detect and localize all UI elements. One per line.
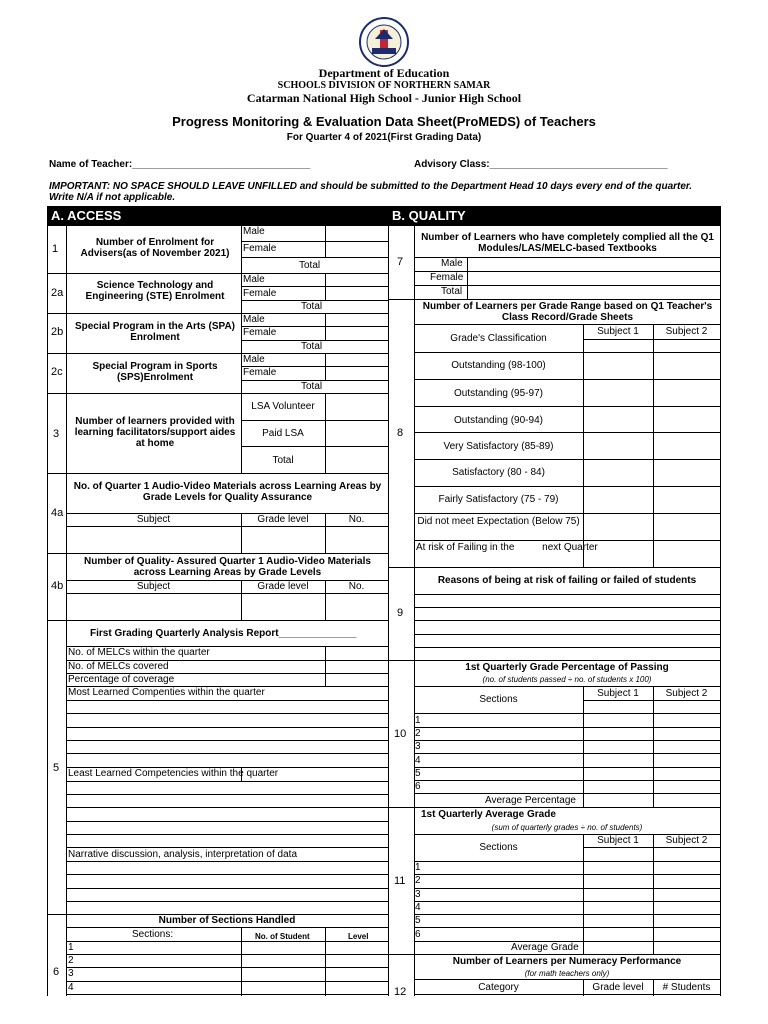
grade-classification-header: Grade's Classification [450, 333, 547, 344]
grade-level-header: Grade level [592, 982, 644, 993]
section-row-num: 5 [415, 768, 421, 779]
sections-header: Sections [479, 842, 518, 853]
table-rule [66, 901, 388, 902]
table-rule [583, 834, 584, 955]
most-learned-label: Most Learned Compenties within the quarter [68, 687, 265, 698]
table-rule [414, 713, 720, 714]
paid-lsa-label: Paid LSA [262, 428, 304, 439]
section-row-num: 1 [68, 942, 74, 953]
table-rule [47, 225, 48, 996]
row4b-label: Number of Quality- Assured Quarter 1 Audio-Video Materials across Learning Areas by Grade Levels [84, 556, 371, 578]
table-rule [414, 634, 720, 635]
table-rule [414, 540, 720, 541]
row4a-label: No. of Quarter 1 Audio-Video Materials across Learning Areas by Grade Levels for Quality Assurance [73, 481, 382, 503]
no-header: No. [348, 514, 365, 525]
row-num: 2b [51, 326, 64, 338]
section-row-num: 3 [415, 889, 421, 900]
row12-label: Number of Learners per Numeracy Performance [452, 956, 682, 967]
section-row-num: 6 [415, 781, 421, 792]
table-rule [414, 767, 720, 768]
row-num: 7 [397, 256, 404, 268]
section-row-num: 5 [415, 915, 421, 926]
table-rule [583, 324, 584, 567]
table-rule [414, 753, 720, 754]
table-rule [414, 927, 720, 928]
grade-level-header: Grade level [257, 581, 309, 592]
table-rule [241, 286, 388, 287]
section-row-num: 2 [68, 955, 74, 966]
table-rule [66, 874, 388, 875]
section-access-bar: A. ACCESS [47, 206, 388, 225]
table-rule [414, 513, 720, 514]
table-rule [66, 593, 388, 594]
table-rule [66, 727, 388, 728]
table-rule [414, 620, 720, 621]
total-label: Total [301, 301, 323, 312]
table-rule [414, 874, 720, 875]
row-num: 5 [53, 762, 60, 774]
table-rule [241, 225, 242, 273]
table-rule [47, 225, 388, 226]
table-rule [66, 834, 388, 835]
table-rule [414, 432, 720, 433]
important-note: IMPORTANT: NO SPACE SHOULD LEAVE UNFILLED and should be submitted to the Department Head 10 days every end of the quarter. [49, 181, 693, 192]
sections-handled-title: Number of Sections Handled [158, 915, 296, 926]
table-rule [467, 257, 468, 299]
table-rule [66, 847, 388, 848]
row2a-label: Science Technology and Engineering (STE) Enrolment [85, 280, 225, 302]
sections-label: Sections: [132, 929, 174, 940]
table-rule [241, 927, 242, 996]
table-rule [388, 954, 721, 955]
section-row-num: 1 [415, 715, 421, 726]
table-rule [414, 994, 720, 995]
section-row-num: 2 [415, 875, 421, 886]
female-label: Female [430, 272, 464, 283]
table-rule [414, 607, 720, 608]
subject2-header: Subject 2 [665, 835, 708, 846]
section-row-num: 2 [415, 728, 421, 739]
table-rule [414, 914, 720, 915]
melcs-covered-label: No. of MELCs covered [68, 661, 169, 672]
grade-range-label: Outstanding (95-97) [454, 388, 543, 399]
advisory-class-field[interactable]: Advisory Class:________________________________ [414, 159, 668, 170]
analysis-report-title: First Grading Quarterly Analysis Report______________ [90, 628, 357, 639]
total-label: Total [299, 260, 321, 271]
total-label: Total [441, 286, 463, 297]
row12-note: (for math teachers only) [524, 969, 610, 978]
average-grade-label: Average Grade [511, 942, 579, 953]
table-rule [66, 927, 388, 928]
table-rule [66, 807, 388, 808]
important-note-2: Write N/A if not applicable. [49, 192, 176, 203]
table-rule [414, 352, 720, 353]
deped-seal-logo [355, 17, 413, 67]
male-label: Male [441, 258, 463, 269]
table-rule [241, 420, 388, 421]
table-rule [414, 861, 720, 862]
row-num: 8 [397, 427, 404, 439]
row11-label: 1st Quarterly Average Grade [421, 809, 556, 820]
table-rule [66, 781, 388, 782]
subject2-header: Subject 2 [665, 688, 708, 699]
table-rule [66, 225, 67, 996]
table-rule [583, 686, 584, 807]
least-learned-label: Least Learned Competencies within the quarter [68, 768, 279, 779]
table-rule [388, 807, 721, 808]
grade-range-label: Satisfactory (80 - 84) [452, 467, 545, 478]
table-rule [414, 686, 720, 687]
melcs-within-label: No. of MELCs within the quarter [68, 647, 210, 658]
table-rule [241, 257, 388, 258]
table-rule [47, 353, 388, 354]
row10-formula: (no. of students passed ÷ no. of students x 100) [482, 675, 652, 684]
table-rule [414, 793, 720, 794]
table-rule [66, 941, 388, 942]
table-rule [66, 794, 388, 795]
row-num: 3 [53, 428, 60, 440]
page-subtitle: For Quarter 4 of 2021(First Grading Data) [286, 132, 482, 143]
table-rule [388, 299, 721, 300]
category-header: Category [478, 982, 519, 993]
male-label: Male [243, 354, 265, 365]
table-rule [47, 620, 388, 621]
table-rule [653, 324, 654, 567]
section-row-num: 3 [68, 968, 74, 979]
table-rule [66, 967, 388, 968]
table-rule [47, 553, 388, 554]
row11-formula: (sum of quarterly grades ÷ no. of students) [491, 823, 643, 832]
row9-label: Reasons of being at risk of failing or failed of students [437, 575, 697, 586]
table-rule [414, 727, 720, 728]
row-num: 2a [51, 287, 64, 299]
table-rule [414, 901, 720, 902]
dept-name: Department of Education [318, 66, 450, 80]
table-rule [388, 567, 721, 568]
table-rule [66, 821, 388, 822]
table-rule [66, 861, 388, 862]
table-rule [66, 954, 388, 955]
table-rule [241, 273, 242, 313]
table-rule [241, 446, 388, 447]
section-row-num: 4 [415, 902, 421, 913]
row3-label: Number of learners provided with learning facilitators/support aides at home [74, 416, 236, 449]
table-rule [66, 888, 388, 889]
subject-header: Subject [136, 514, 171, 525]
row-num: 9 [397, 607, 404, 619]
school-name: Catarman National High School - Junior High School [246, 91, 522, 105]
row-num: 6 [53, 966, 60, 978]
table-rule [388, 660, 721, 661]
table-rule [325, 646, 326, 686]
section-row-num: 1 [415, 862, 421, 873]
table-rule [583, 700, 720, 701]
grade-range-label: Did not meet Expectation (Below 75) [417, 516, 580, 527]
section-quality-bar: B. QUALITY [388, 206, 721, 225]
table-rule [414, 406, 720, 407]
table-rule [414, 324, 720, 325]
section-row-num: 4 [415, 755, 421, 766]
table-rule [583, 847, 720, 848]
female-label: Female [243, 288, 277, 299]
row-num: 12 [394, 986, 407, 998]
students-header: # Students [662, 982, 711, 993]
table-rule [388, 225, 721, 226]
no-header: No. [348, 581, 365, 592]
table-rule [414, 647, 720, 648]
table-rule [66, 753, 388, 754]
table-rule [47, 473, 388, 474]
section-row-num: 4 [68, 982, 74, 993]
average-percentage-label: Average Percentage [485, 795, 576, 806]
table-rule [241, 241, 388, 242]
table-rule [388, 225, 389, 996]
subject1-header: Subject 1 [597, 835, 639, 846]
table-rule [241, 353, 242, 393]
table-rule [47, 273, 388, 274]
section-row-num: 3 [415, 741, 421, 752]
table-rule [241, 767, 242, 781]
table-rule [66, 740, 388, 741]
page-title: Progress Monitoring & Evaluation Data Sheet(ProMEDS) of Teachers [172, 114, 596, 129]
table-rule [414, 594, 720, 595]
sections-header: Sections [479, 694, 518, 705]
grade-level-header: Grade level [257, 514, 309, 525]
subject1-header: Subject 1 [597, 688, 639, 699]
table-rule [583, 339, 720, 340]
table-rule [653, 834, 654, 955]
grade-range-label: Outstanding (98-100) [451, 360, 546, 371]
table-rule [414, 740, 720, 741]
male-label: Male [243, 226, 265, 237]
table-rule [66, 994, 388, 995]
subject1-header: Subject 1 [597, 326, 639, 337]
grade-range-label: Fairly Satisfactory (75 - 79) [438, 494, 559, 505]
female-label: Female [243, 243, 277, 254]
female-label: Female [243, 327, 277, 338]
table-rule [66, 526, 388, 527]
subject-header: Subject [136, 581, 171, 592]
total-label: Total [301, 341, 323, 352]
table-rule [325, 393, 326, 473]
row1-label: Number of Enrolment for Advisers(as of November 2021) [80, 237, 230, 259]
row10-label: 1st Quarterly Grade Percentage of Passing [465, 662, 669, 673]
table-rule [414, 459, 720, 460]
table-rule [66, 713, 388, 714]
row-num: 4b [51, 580, 64, 592]
level-label: Level [348, 932, 369, 941]
row-num: 10 [394, 728, 407, 740]
row7-label: Number of Learners who have completely complied all the Q1 Modules/LAS/MELC-based Textbooks [421, 232, 714, 254]
table-rule [414, 486, 720, 487]
lsa-volunteer-label: LSA Volunteer [251, 401, 315, 412]
row2c-label: Special Program in Sports (SPS)Enrolment [92, 361, 218, 383]
table-rule [414, 979, 720, 980]
row-num: 11 [394, 875, 406, 887]
subject2-header: Subject 2 [665, 326, 708, 337]
section-row-num: 6 [415, 929, 421, 940]
male-label: Male [243, 314, 265, 325]
row2b-label: Special Program in the Arts (SPA) Enrolment [74, 321, 236, 343]
grade-range-label: At risk of Failing in the next Quarter [416, 542, 598, 553]
narrative-label: Narrative discussion, analysis, interpretation of data [68, 849, 298, 860]
table-rule [720, 225, 721, 996]
table-rule [241, 313, 242, 353]
male-label: Male [243, 274, 265, 285]
no-of-student-label: No. of Student [255, 932, 310, 941]
table-rule [66, 981, 388, 982]
grade-range-label: Very Satisfactory (85-89) [443, 441, 554, 452]
table-rule [325, 927, 326, 996]
row8-label: Number of Learners per Grade Range based on Q1 Teacher's Class Record/Grade Sheets [422, 301, 713, 323]
table-rule [653, 686, 654, 807]
coverage-label: Percentage of coverage [68, 674, 175, 685]
table-rule [414, 379, 720, 380]
grade-range-label: Outstanding (90-94) [454, 415, 543, 426]
total-label: Total [301, 381, 323, 392]
table-rule [66, 700, 388, 701]
row-num: 4a [51, 507, 64, 519]
row-num: 2c [51, 366, 63, 378]
division-name: SCHOOLS DIVISION OF NORTHERN SAMAR [277, 80, 491, 91]
female-label: Female [243, 367, 277, 378]
teacher-name-field[interactable]: Name of Teacher:________________________________ [49, 159, 311, 170]
table-rule [414, 888, 720, 889]
table-rule [47, 313, 388, 314]
total-label: Total [272, 455, 294, 466]
row-num: 1 [52, 243, 59, 255]
table-rule [47, 393, 388, 394]
table-rule [414, 780, 720, 781]
